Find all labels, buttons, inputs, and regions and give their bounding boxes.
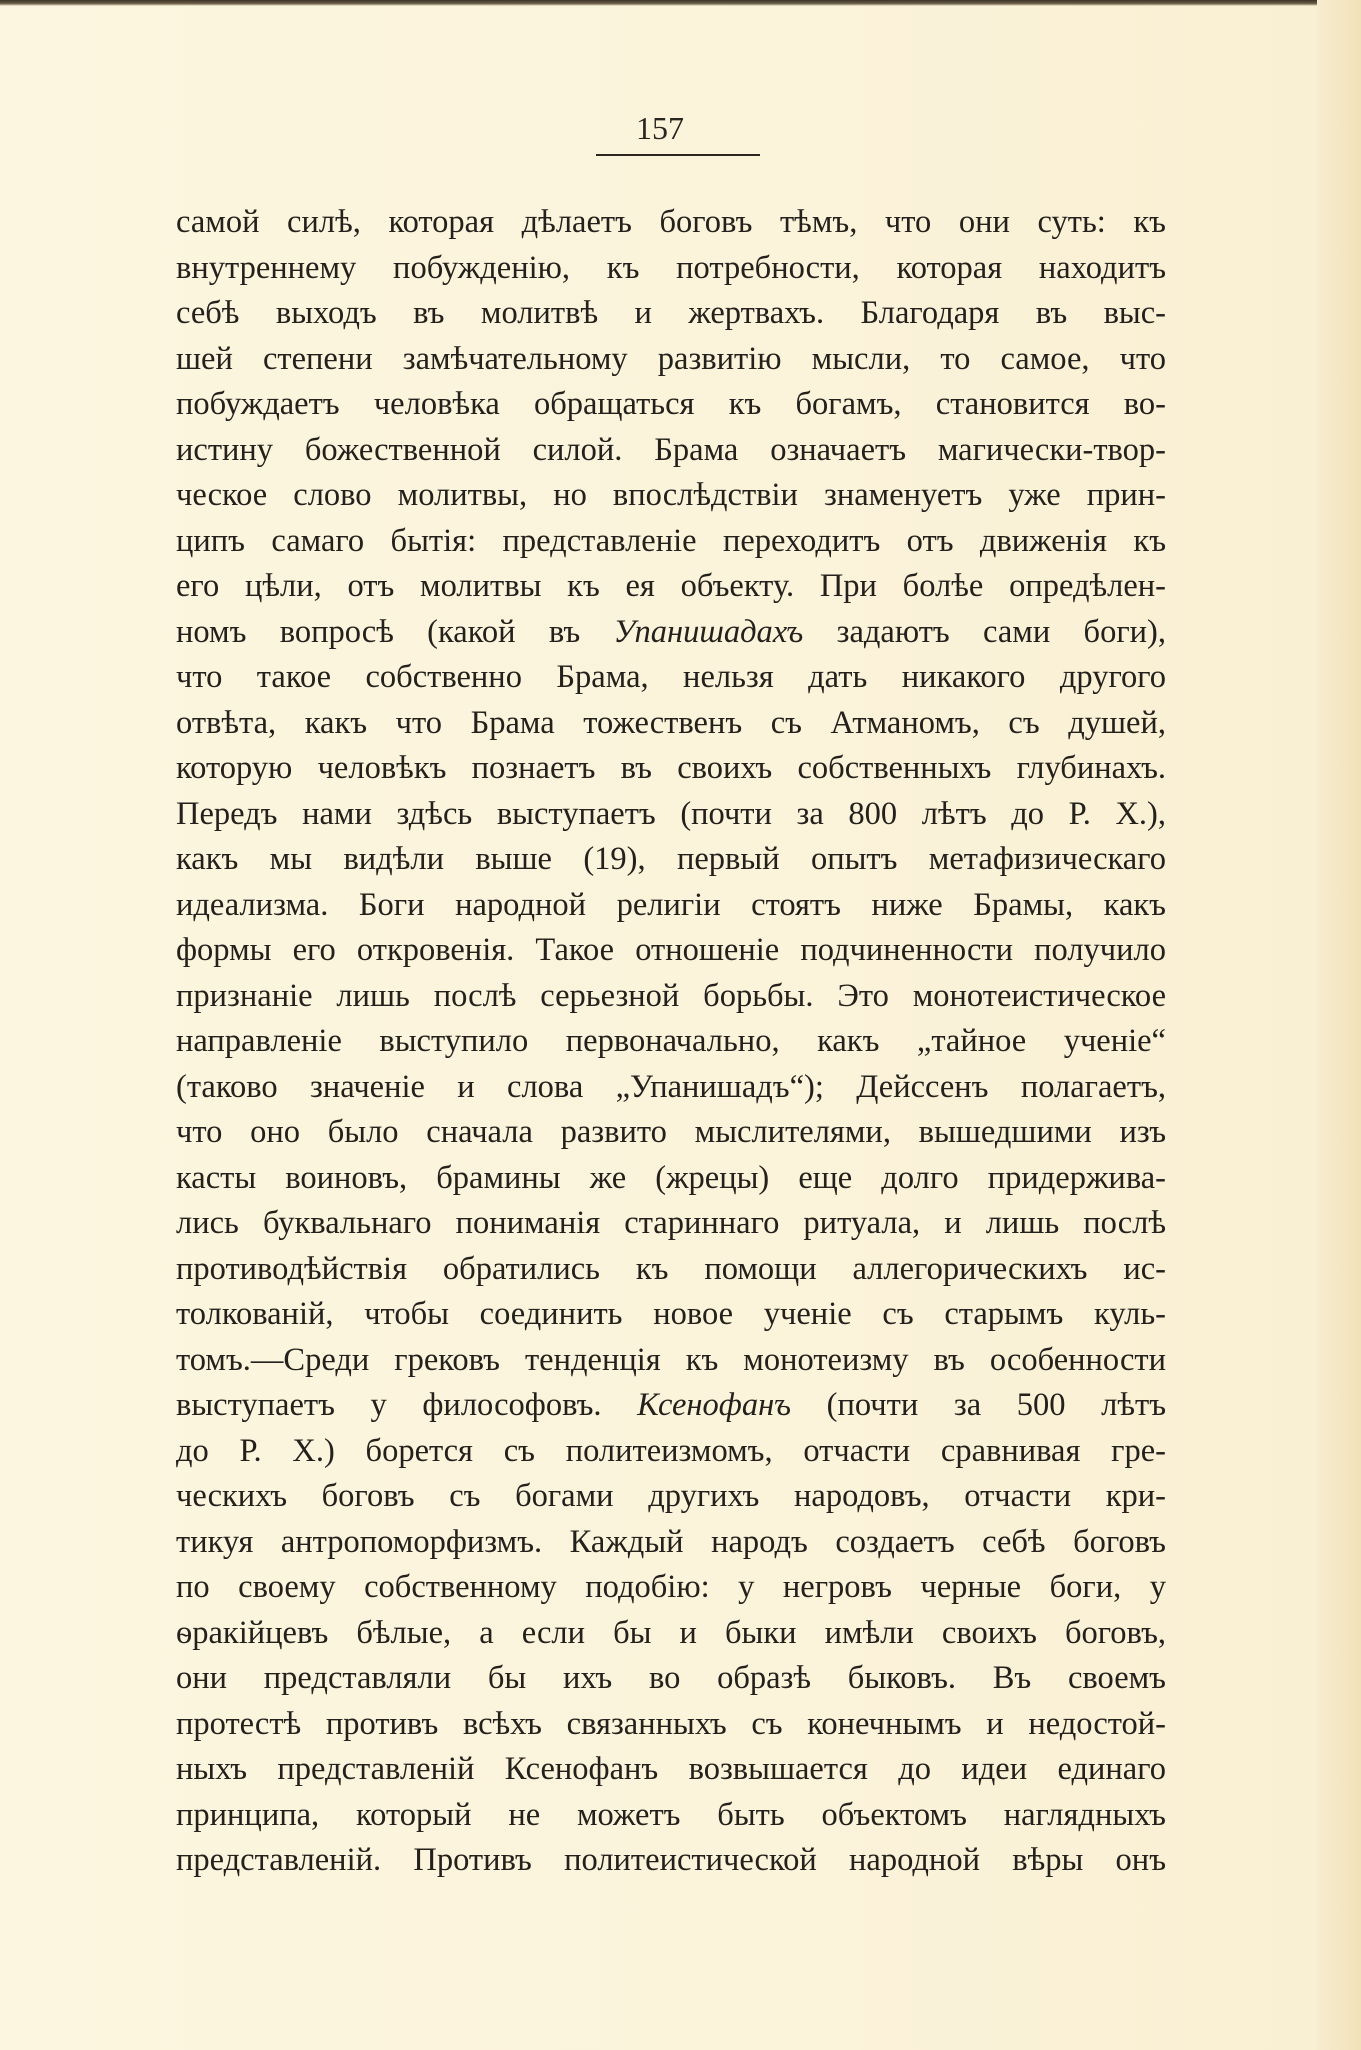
text-line: толкованій, чтобы соединить новое ученіе съ старымъ куль- xyxy=(176,1296,1166,1332)
text-line: ческихъ боговъ съ богами другихъ народовъ, отчасти кри- xyxy=(176,1478,1166,1514)
text-line: лись буквальнаго пониманія стариннаго ритуала, и лишь послѣ xyxy=(176,1205,1166,1241)
text-line: Передъ нами здѣсь выступаетъ (почти за 800 лѣтъ до Р. Х.), xyxy=(176,795,1166,832)
text-line: себѣ выходъ въ молитвѣ и жертвахъ. Благодаря въ выс- xyxy=(176,295,1166,331)
text-line: ческое слово молитвы, но впослѣдствіи знаменуетъ уже прин- xyxy=(176,477,1166,513)
text-line: внутреннему побужденію, къ потребности, которая находитъ xyxy=(176,249,1166,286)
text-line: принципа, который не можетъ быть объектомъ наглядныхъ xyxy=(176,1796,1166,1833)
text-line: ципъ самаго бытія: представленіе переходитъ отъ движенія къ xyxy=(176,522,1166,559)
text-line: побуждаетъ человѣка обращаться къ богамъ, становится во- xyxy=(176,386,1166,422)
text-line: противодѣйствія обратились къ помощи аллегорическихъ ис- xyxy=(176,1250,1166,1287)
text-line: истину божественной силой. Брама означаетъ магически-твор- xyxy=(176,431,1166,468)
text-line: направленіе выступило первоначально, какъ „тайное ученіе“ xyxy=(176,1023,1166,1059)
text-segment: номъ вопросѣ (какой въ xyxy=(176,613,614,650)
text-line: тикуя антропоморфизмъ. Каждый народъ создаетъ себѣ боговъ xyxy=(176,1523,1166,1560)
text-line: до Р. Х.) борется съ политеизмомъ, отчасти сравнивая гре- xyxy=(176,1432,1166,1469)
text-line: самой силѣ, которая дѣлаетъ боговъ тѣмъ, что они суть: къ xyxy=(176,204,1166,240)
text-line: ныхъ представленій Ксенофанъ возвышается до идеи единаго xyxy=(176,1751,1166,1787)
top-edge-shadow xyxy=(0,0,1361,6)
text-line: касты воиновъ, брамины же (жрецы) еще долго придержива- xyxy=(176,1159,1166,1196)
body-text xyxy=(176,200,1166,1884)
text-segment: выступаетъ у философовъ. xyxy=(176,1387,638,1423)
text-line: ѳракійцевъ бѣлые, а если бы и быки имѣли своихъ боговъ, xyxy=(176,1614,1166,1651)
page-edge xyxy=(1317,0,1361,2050)
italic-term: Упанишадахъ xyxy=(613,613,804,650)
text-line: они представляли бы ихъ во образѣ быковъ. Въ своемъ xyxy=(176,1660,1166,1696)
text-line: его цѣли, отъ молитвы къ ея объекту. При болѣе опредѣлен- xyxy=(176,568,1166,604)
text-line: формы его откровенія. Такое отношеніе подчиненности получило xyxy=(176,932,1166,968)
text-line: что такое собственно Брама, нельзя дать никакого другого xyxy=(176,659,1166,695)
page-number: 157 xyxy=(636,110,684,146)
text-line: которую человѣкъ познаетъ въ своихъ собственныхъ глубинахъ. xyxy=(176,750,1166,786)
text-line: шей степени замѣчательному развитію мысли, то самое, что xyxy=(176,340,1166,377)
text-line: признаніе лишь послѣ серьезной борьбы. Это монотеистическое xyxy=(176,977,1166,1014)
text-segment: (почти за 500 лѣтъ xyxy=(791,1387,1166,1423)
text-line: какъ мы видѣли выше (19), первый опытъ метафизическаго xyxy=(176,841,1166,877)
text-line: что оно было сначала развито мыслителями, вышедшими изъ xyxy=(176,1114,1166,1150)
text-line xyxy=(176,1383,1166,1429)
italic-term: Ксенофанъ xyxy=(637,1387,792,1423)
header-rule xyxy=(596,154,760,156)
text-line: томъ.—Среди грековъ тенденція къ монотеизму въ особенности xyxy=(176,1341,1166,1378)
text-line: протестѣ противъ всѣхъ связанныхъ съ конечнымъ и недостой- xyxy=(176,1705,1166,1742)
text-segment: задаютъ сами боги), xyxy=(803,613,1166,650)
text-line: (таково значеніе и слова „Упанишадъ“); Дейссенъ полагаетъ, xyxy=(176,1068,1166,1105)
text-line: представленій. Противъ политеистической народной вѣры онъ xyxy=(176,1842,1166,1878)
text-line: идеализма. Боги народной религіи стоятъ ниже Брамы, какъ xyxy=(176,886,1166,923)
text-line: отвѣта, какъ что Брама тожественъ съ Атманомъ, съ душей, xyxy=(176,704,1166,741)
text-line: по своему собственному подобію: у негровъ черные боги, у xyxy=(176,1569,1166,1605)
text-line xyxy=(176,610,1166,656)
